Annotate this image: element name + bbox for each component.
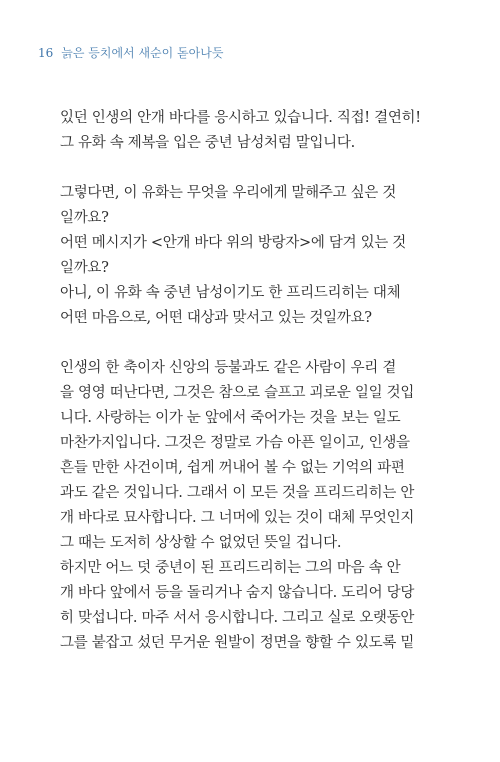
- text-line: 을 영영 떠난다면, 그것은 참으로 슬프고 괴로운 일일 것입: [60, 385, 415, 401]
- text-line: 하지만 어느 덧 중년이 된 프리드리히는 그의 마음 속 안: [60, 560, 401, 576]
- text-line: 개 바다로 묘사합니다. 그 너머에 있는 것이 대체 무엇인지: [60, 510, 415, 526]
- paragraph-spacer: [60, 156, 460, 181]
- text-line: 그 유화 속 제복을 입은 중년 남성처럼 말입니다.: [60, 135, 355, 151]
- running-head: [38, 44, 223, 61]
- text-line: 어떤 메시지가 <안개 바다 위의 방랑자>에 담겨 있는 것: [60, 235, 407, 251]
- text-line: 있던 인생의 안개 바다를 응시하고 있습니다. 직접! 결연히!: [60, 110, 421, 126]
- body-text: [60, 106, 460, 656]
- text-line: 일까요?: [60, 210, 109, 226]
- text-line: 흔들 만한 사건이며, 쉽게 꺼내어 볼 수 없는 기억의 파편: [60, 460, 405, 476]
- text-line: 일까요?: [60, 260, 109, 276]
- text-line: 그 때는 도저히 상상할 수 없었던 뜻일 겁니다.: [60, 535, 342, 551]
- text-line: 인생의 한 축이자 신앙의 등불과도 같은 사람이 우리 곁: [60, 360, 397, 376]
- paragraph: [60, 181, 460, 231]
- text-line: 그렇다면, 이 유화는 무엇을 우리에게 말해주고 싶은 것: [60, 185, 397, 201]
- running-title: 늙은 등치에서 새순이 돋아나듯: [61, 46, 224, 60]
- text-line: 어떤 마음으로, 어떤 대상과 맞서고 있는 것일까요?: [60, 310, 372, 326]
- paragraph-spacer: [60, 331, 460, 356]
- page-number: 16: [38, 46, 54, 60]
- text-line: 개 바다 앞에서 등을 돌리거나 숨지 않습니다. 도리어 당당: [60, 585, 415, 601]
- text-line: 그를 붙잡고 섰던 무거운 원발이 정면을 향할 수 있도록 밑: [60, 635, 415, 651]
- text-line: 아니, 이 유화 속 중년 남성이기도 한 프리드리히는 대체: [60, 285, 401, 301]
- paragraph: [60, 106, 460, 156]
- text-line: 히 맞섭니다. 마주 서서 응시합니다. 그리고 실로 오랫동안: [60, 610, 415, 626]
- text-line: 과도 같은 것입니다. 그래서 이 모든 것을 프리드리히는 안: [60, 485, 415, 501]
- paragraph: [60, 231, 460, 281]
- paragraph: [60, 556, 460, 656]
- text-line: 마찬가지입니다. 그것은 정말로 가슴 아픈 일이고, 인생을: [60, 435, 410, 451]
- paragraph: [60, 356, 460, 556]
- paragraph: [60, 281, 460, 331]
- text-line: 니다. 사랑하는 이가 눈 앞에서 죽어가는 것을 보는 일도: [60, 410, 401, 426]
